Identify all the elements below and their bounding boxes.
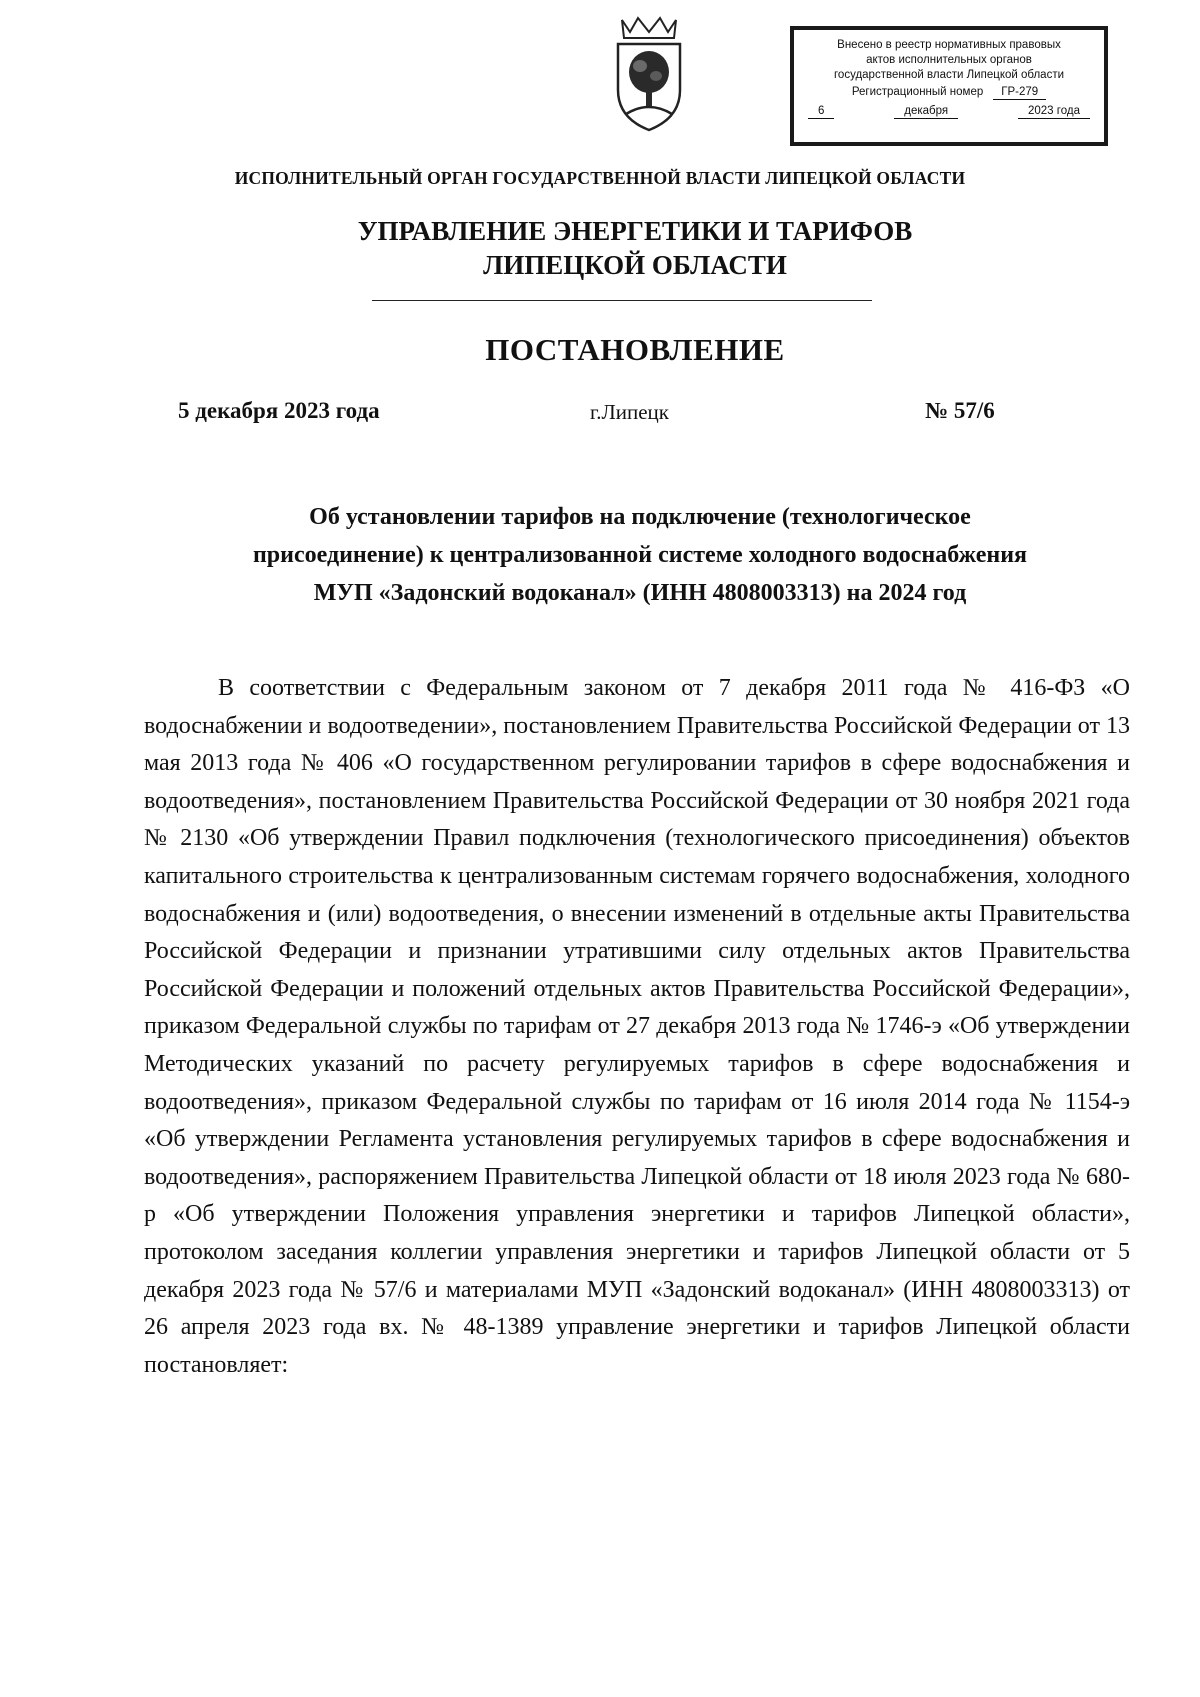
stamp-date-row: [794, 104, 1104, 119]
document-city: г.Липецк: [590, 400, 669, 424]
document-title: [140, 498, 1140, 612]
body-paragraph: В соответствии с Федеральным законом от 7 декабря 2011 года № 416-ФЗ «О водоснабжении и водоотведении», постановлением Правительства Российской Федерации от 13 мая 2013 года № 406 «О государственном регулировании тарифов в сфере водоснабжения и водоотведения», постановлением Правительства Российской Федерации от 30 ноября 2021 года № 2130 «Об утверждении Правил подключения (технологического присоединения) объектов капитального строительства к централизованным системам горячего водоснабжения, холодного водоснабжения и (или) водоотведения, о внесении изменений в отдельные акты Правительства Российской Федерации и признании утратившими силу отдельных актов Правительства Российской Федерации и положений отдельных актов Правительства Российской Федерации», приказом Федеральной службы по тарифам от 27 декабря 2013 года № 1746-э «Об утверждении Методических указаний по расчету регулируемых тарифов в сфере водоснабжения и водоотведения», приказом Федеральной службы по тарифам от 16 июля 2014 года № 1154-э «Об утверждении Регламента установления регулируемых тарифов в сфере водоснабжения и водоотведения», распоряжением Правительства Липецкой области от 18 июля 2023 года № 680-р «Об утверждении Положения управления энергетики и тарифов Липецкой области», протоколом заседания коллегии управления энергетики и тарифов Липецкой области от 5 декабря 2023 года № 57/6 и материалами МУП «Задонский водоканал» (ИНН 4808003313) от 26 апреля 2023 года вх. № 48-1389 управление энергетики и тарифов Липецкой области постановляет:: [144, 675, 1130, 1378]
document-type: ПОСТАНОВЛЕНИЕ: [485, 332, 785, 367]
stamp-month: декабря: [894, 104, 958, 119]
stamp-line: государственной власти Липецкой области: [833, 69, 1065, 81]
header-divider: [372, 300, 872, 301]
stamp-line: актов исполнительных органов: [866, 54, 1032, 66]
stamp-reg-label: Регистрационный номер: [851, 86, 984, 98]
document-number: № 57/6: [925, 398, 995, 423]
stamp-line: Внесено в реестр нормативных правовых: [837, 39, 1061, 51]
stamp-reg-number: ГР-279: [993, 85, 1046, 100]
document-title-line: Об установлении тарифов на подключение (технологическое: [309, 504, 971, 530]
document-title-line: присоединение) к централизованной системе холодного водоснабжения: [252, 542, 1028, 568]
agency-name: [0, 214, 1200, 282]
registry-stamp: [790, 26, 1108, 146]
agency-name-line: УПРАВЛЕНИЕ ЭНЕРГЕТИКИ И ТАРИФОВ: [357, 216, 913, 246]
stamp-registration-row: [794, 85, 1104, 100]
stamp-year: 2023 года: [1018, 104, 1090, 119]
agency-name-line: ЛИПЕЦКОЙ ОБЛАСТИ: [483, 250, 787, 280]
document-date: 5 декабря 2023 года: [178, 398, 380, 423]
coat-of-arms-icon: [610, 16, 688, 134]
org-name: ИСПОЛНИТЕЛЬНЫЙ ОРГАН ГОСУДАРСТВЕННОЙ ВЛАСТИ ЛИПЕЦКОЙ ОБЛАСТИ: [234, 168, 966, 188]
stamp-day: 6: [808, 104, 834, 119]
document-title-line: МУП «Задонский водоканал» (ИНН 4808003313) на 2024 год: [313, 580, 967, 606]
